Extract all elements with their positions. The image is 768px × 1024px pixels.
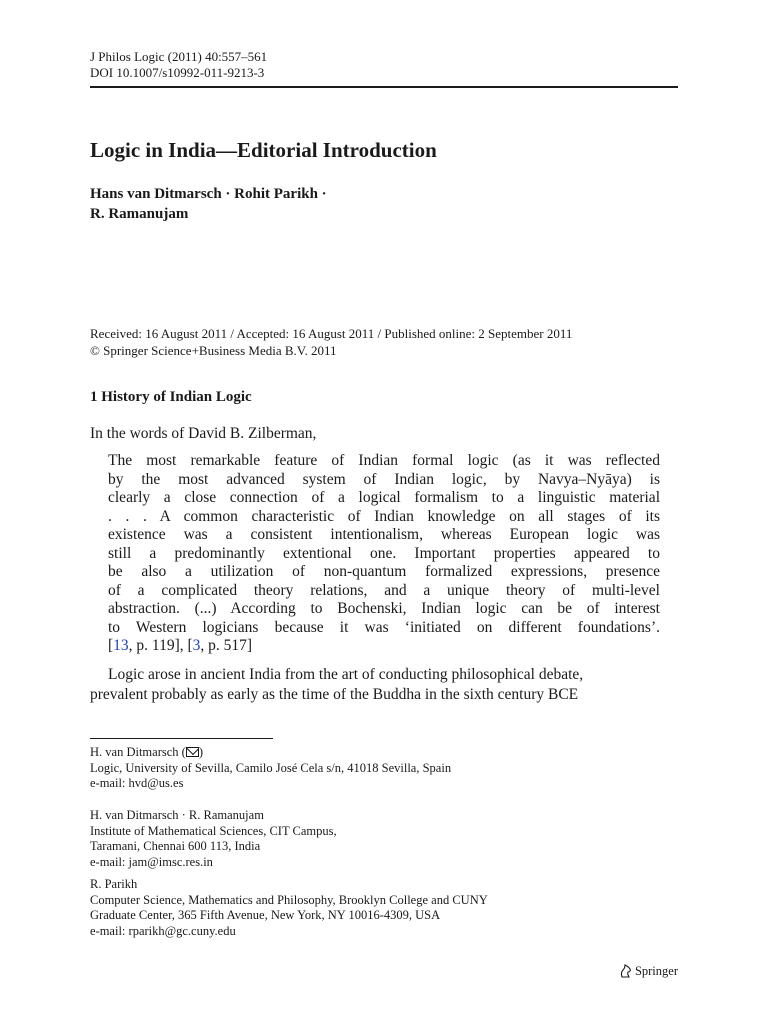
body-line: Logic arose in ancient India from the art of conducting philosophical debate, [108,666,584,683]
affiliation-block [90,877,488,939]
quote-line: to Western logicians because it was ‘initiated on different foundations’. [108,618,660,636]
affiliation-email[interactable]: e-mail: hvd@us.es [90,776,184,790]
affiliation-line: Taramani, Chennai 600 113, India [90,839,261,853]
reference-link-3[interactable]: 3 [192,637,201,654]
affiliation-line: Computer Science, Mathematics and Philosophy, Brooklyn College and CUNY [90,892,488,907]
affiliation-block [90,808,337,870]
reference-link-13[interactable]: 13 [113,637,129,654]
authors-line-2: R. Ramanujam [90,206,189,222]
article-page [90,0,678,1024]
quote-line: The most remarkable feature of Indian formal logic (as it was reflected [108,452,660,469]
affiliation-block [90,745,451,792]
header-rule [90,86,678,88]
quote-line: . . . A common characteristic of Indian knowledge on all stages of its [108,507,660,525]
citation-bracket: [ [108,637,114,654]
affiliation-email[interactable]: e-mail: rparikh@gc.cuny.edu [90,923,236,938]
body-line: prevalent probably as early as the time of the Buddha in the sixth century BCE [90,686,579,703]
affiliation-email[interactable]: e-mail: jam@imsc.res.in [90,854,213,869]
copyright-notice: © Springer Science+Business Media B.V. 2011 [90,343,337,358]
publisher-name: Springer [634,964,678,978]
doi: DOI 10.1007/s10992-011-9213-3 [90,65,265,80]
authors-line-1: Hans van Ditmarsch · Rohit Parikh · [90,186,327,202]
affiliation-names: H. van Ditmarsch · R. Ramanujam [90,808,264,822]
block-quote [108,452,660,656]
affiliation-line: Institute of Mathematical Sciences, CIT Campus, [90,823,337,838]
quote-line: of a complicated theory relations, and a unique theory of multi-level [108,581,660,599]
body-paragraph [90,665,678,705]
envelope-icon[interactable] [186,747,199,757]
publication-dates: Received: 16 August 2011 / Accepted: 16 August 2011 / Published online: 2 September 2011 [90,326,573,341]
citation-page: , p. 119], [ [128,637,193,654]
citation-page: , p. 517] [200,637,253,654]
quote-line: abstraction. (...) According to Bochenski, Indian logic can be of interest [108,600,660,617]
article-title: Logic in India—Editorial Introduction [90,138,437,162]
quote-line: by the most advanced system of Indian logic, by Navya–Nyāya) is [108,470,660,488]
quote-line: existence was a consistent intentionalism, whereas European logic was [108,526,660,543]
quote-line: clearly a close connection of a logical formalism to a linguistic material [108,489,660,506]
publisher-logo [619,963,678,979]
affiliation-names: R. Parikh [90,877,138,891]
quote-line: still a predominantly extentional one. Important properties appeared to [108,544,660,562]
footnote-rule [90,738,273,739]
springer-horse-icon [619,964,632,978]
quote-line: be also a utilization of non-quantum formalized expressions, presence [108,563,660,580]
intro-sentence: In the words of David B. Zilberman, [90,425,317,442]
section-heading: 1 History of Indian Logic [90,389,252,405]
affiliation-line: Graduate Center, 365 Fifth Avenue, New York, NY 10016-4309, USA [90,908,441,922]
affiliation-names: H. van Ditmarsch ( ) [90,745,203,759]
affiliation-line: Logic, University of Sevilla, Camilo José Cela s/n, 41018 Sevilla, Spain [90,760,452,775]
journal-reference: J Philos Logic (2011) 40:557–561 [90,49,268,64]
quote-citation [108,637,660,656]
